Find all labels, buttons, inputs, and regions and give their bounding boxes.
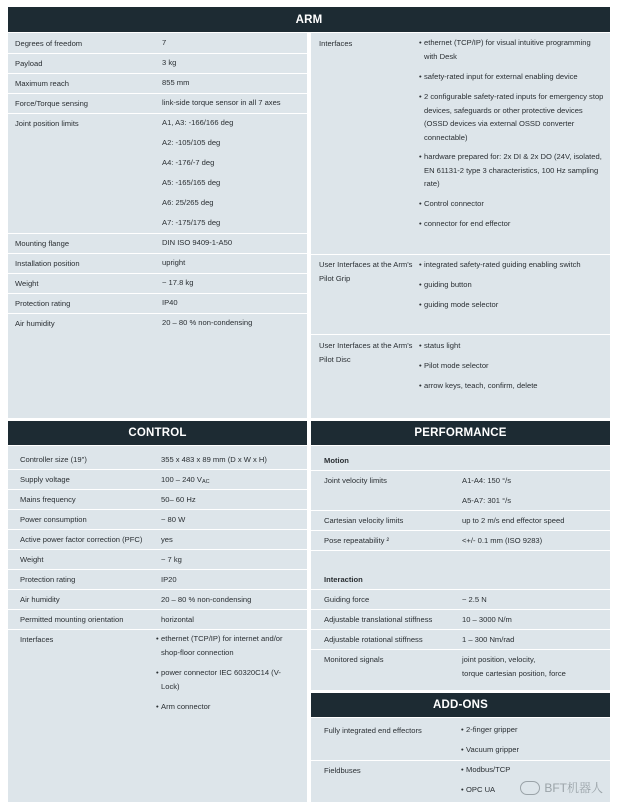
performance-title: PERFORMANCE <box>414 427 507 439</box>
end-effector-item-text: Vacuum gripper <box>466 745 520 754</box>
spec-value: upright <box>162 258 186 267</box>
bullet-icon: • <box>461 785 464 794</box>
row-divider <box>8 569 307 570</box>
bullet-icon: • <box>156 634 159 643</box>
interface-item <box>419 70 604 84</box>
control-spec-label: Supply voltage <box>20 475 70 484</box>
spec-label: Weight <box>15 279 39 288</box>
watermark-text: BFT机器人 <box>544 781 603 795</box>
bullet-icon: • <box>419 199 422 208</box>
interfaces-label: Interfaces <box>319 39 353 48</box>
interface-item-text: Control connector <box>424 199 484 208</box>
end-effectors-label: Fully integrated end effectors <box>324 726 422 735</box>
row-divider <box>8 113 307 114</box>
interaction-spec-value: torque cartesian position, force <box>462 669 566 678</box>
control-spec-value: 355 x 483 x 89 mm (D x W x H) <box>161 455 267 464</box>
spec-value: link-side torque sensor in all 7 axes <box>162 98 281 107</box>
spec-label: Installation position <box>15 259 80 268</box>
row-divider <box>311 629 610 630</box>
spec-value: DIN ISO 9409-1-A50 <box>162 238 233 247</box>
spec-value: A7: -175/175 deg <box>162 218 221 227</box>
row-divider <box>8 93 307 94</box>
spec-value: A4: -176/-7 deg <box>162 158 215 167</box>
spec-value: A6: 25/265 deg <box>162 198 214 207</box>
bullet-icon: • <box>156 668 159 677</box>
performance-panel <box>311 446 610 690</box>
row-divider <box>311 649 610 650</box>
arm-specs-panel <box>8 33 307 418</box>
bullet-icon: • <box>419 72 422 81</box>
control-header <box>8 421 307 445</box>
pilot-disc-item-text: Pilot mode selector <box>424 361 489 370</box>
interface-item <box>419 90 604 144</box>
control-spec-value: ~ 80 W <box>161 515 186 524</box>
row-divider <box>8 293 307 294</box>
fieldbus-item-text: OPC UA <box>466 785 496 794</box>
control-interface-item-text: ethernet (TCP/IP) for internet and/or shop-floor connection <box>161 634 283 657</box>
row-divider <box>8 273 307 274</box>
row-divider <box>311 334 610 335</box>
spec-label: Force/Torque sensing <box>15 99 89 108</box>
interface-item <box>419 36 604 63</box>
control-spec-label: Protection rating <box>20 575 76 584</box>
control-interface-item <box>156 666 287 693</box>
row-divider <box>311 760 610 761</box>
interface-item <box>419 150 604 191</box>
row-divider <box>8 469 307 470</box>
end-effector-item <box>461 723 596 737</box>
spec-value: IP40 <box>162 298 178 307</box>
control-spec-value <box>161 475 210 485</box>
control-spec-label: Active power factor correction (PFC) <box>20 535 143 544</box>
control-interface-item-text: Arm connector <box>161 702 211 711</box>
bullet-icon: • <box>419 341 422 350</box>
pilot-grip-label: User Interfaces at the Arm's Pilot Grip <box>319 260 413 283</box>
spec-value: ~ 17.8 kg <box>162 278 194 287</box>
control-interface-item <box>156 700 287 714</box>
interaction-spec-label: Monitored signals <box>324 655 384 664</box>
interface-item-text: safety-rated input for external enabling device <box>424 72 578 81</box>
bullet-icon: • <box>419 38 422 47</box>
control-spec-label: Permitted mounting orientation <box>20 615 124 624</box>
interaction-spec-value: ~ 2.5 N <box>462 595 487 604</box>
control-spec-label: Power consumption <box>20 515 87 524</box>
row-divider <box>311 589 610 590</box>
control-interface-item-text: power connector IEC 60320C14 (V-Lock) <box>161 668 281 691</box>
interaction-spec-label: Adjustable rotational stiffness <box>324 635 423 644</box>
fieldbus-item-text: Modbus/TCP <box>466 765 511 774</box>
spec-value: 20 – 80 % non-condensing <box>162 318 253 327</box>
pilot-disc-item <box>419 339 604 353</box>
pilot-grip-item-text: guiding mode selector <box>424 300 499 309</box>
addons-title: ADD-ONS <box>432 699 489 711</box>
control-spec-label: Controller size (19") <box>20 455 87 464</box>
motion-spec-label: Pose repeatability ² <box>324 536 390 545</box>
fieldbus-item <box>461 763 596 777</box>
interaction-spec-label: Guiding force <box>324 595 370 604</box>
spec-label: Joint position limits <box>15 119 79 128</box>
bullet-icon: • <box>156 702 159 711</box>
row-divider <box>311 470 610 471</box>
row-divider <box>311 254 610 255</box>
row-divider <box>8 589 307 590</box>
spec-value: 3 kg <box>162 58 177 67</box>
row-divider <box>8 253 307 254</box>
pilot-grip-item <box>419 258 604 272</box>
row-divider <box>8 233 307 234</box>
row-divider <box>311 530 610 531</box>
bullet-icon: • <box>419 300 422 309</box>
control-spec-label: Weight <box>20 555 44 564</box>
bullet-icon: • <box>461 765 464 774</box>
spec-value: 7 <box>162 38 167 47</box>
addons-header <box>311 693 610 717</box>
interface-item <box>419 217 604 231</box>
interface-item <box>419 197 604 211</box>
pilot-grip-item-text: guiding button <box>424 280 472 289</box>
pilot-grip-item <box>419 278 604 292</box>
pilot-grip-item-text: integrated safety-rated guiding enabling switch <box>424 260 581 269</box>
row-divider <box>311 550 610 551</box>
arm-title: ARM <box>295 13 323 26</box>
interface-item-text: 2 configurable safety-rated inputs for emergency stop devices, safeguards or other protective devices (OSSD devices via external OSSD converter connectable) <box>424 92 604 142</box>
interaction-spec-value: joint position, velocity, <box>462 655 536 664</box>
control-spec-value: IP20 <box>161 575 177 584</box>
spec-value: A5: -165/165 deg <box>162 178 221 187</box>
spec-label: Protection rating <box>15 299 71 308</box>
motion-spec-label: Cartesian velocity limits <box>324 516 404 525</box>
performance-header <box>311 421 610 445</box>
control-spec-value: horizontal <box>161 615 194 624</box>
row-divider <box>8 489 307 490</box>
fieldbuses-label: Fieldbuses <box>324 766 361 775</box>
bullet-icon: • <box>461 725 464 734</box>
interaction-spec-value: 10 – 3000 N/m <box>462 615 512 624</box>
watermark <box>520 779 603 796</box>
row-divider <box>8 549 307 550</box>
control-interface-item <box>156 632 287 659</box>
pilot-disc-item-text: status light <box>424 341 461 350</box>
row-divider <box>8 629 307 630</box>
bullet-icon: • <box>461 745 464 754</box>
interface-item-text: connector for end effector <box>424 219 511 228</box>
control-spec-value: yes <box>161 535 173 544</box>
spec-value: A1, A3: -166/166 deg <box>162 118 234 127</box>
spec-label: Air humidity <box>15 319 55 328</box>
control-spec-label: Air humidity <box>20 595 60 604</box>
supply-voltage-main: 100 – 240 V <box>161 475 202 484</box>
interaction-spec-label: Adjustable translational stiffness <box>324 615 433 624</box>
bullet-icon: • <box>419 280 422 289</box>
spec-label: Degrees of freedom <box>15 39 83 48</box>
control-specs-panel <box>8 446 307 802</box>
pilot-disc-item-text: arrow keys, teach, confirm, delete <box>424 381 538 390</box>
pilot-disc-item <box>419 379 604 393</box>
spec-label: Maximum reach <box>15 79 70 88</box>
motion-spec-value: A1-A4: 150 °/s <box>462 476 512 485</box>
spec-value: A2: -105/105 deg <box>162 138 221 147</box>
bullet-icon: • <box>419 260 422 269</box>
control-title: CONTROL <box>128 427 187 439</box>
control-spec-value: 20 – 80 % non-condensing <box>161 595 252 604</box>
pilot-disc-item <box>419 359 604 373</box>
bullet-icon: • <box>419 92 422 101</box>
row-divider <box>8 53 307 54</box>
row-divider <box>8 529 307 530</box>
interaction-spec-value: 1 – 300 Nm/rad <box>462 635 515 644</box>
motion-spec-value: <+/- 0.1 mm (ISO 9283) <box>462 536 543 545</box>
motion-spec-value: A5-A7: 301 °/s <box>462 496 512 505</box>
bullet-icon: • <box>419 219 422 228</box>
row-divider <box>311 609 610 610</box>
row-divider <box>8 509 307 510</box>
pilot-grip-item <box>419 298 604 312</box>
pilot-disc-label: User Interfaces at the Arm's Pilot Disc <box>319 341 413 364</box>
motion-label: Motion <box>324 456 349 465</box>
end-effector-item-text: 2-finger gripper <box>466 725 518 734</box>
motion-spec-value: up to 2 m/s end effector speed <box>462 516 565 525</box>
row-divider <box>8 73 307 74</box>
spec-value: 855 mm <box>162 78 190 87</box>
spec-label: Payload <box>15 59 43 68</box>
arm-interfaces-panel <box>311 33 610 418</box>
interface-item-text: hardware prepared for: 2x DI & 2x DO (24V, isolated, EN 61131-2 type 3 characteristics, 100 Hz sampling rate) <box>424 152 602 188</box>
row-divider <box>311 510 610 511</box>
row-divider <box>8 609 307 610</box>
control-interfaces-label: Interfaces <box>20 635 54 644</box>
interaction-label: Interaction <box>324 575 363 584</box>
bullet-icon: • <box>419 381 422 390</box>
arm-header <box>8 7 610 32</box>
bullet-icon: • <box>419 152 422 161</box>
interface-item-text: ethernet (TCP/IP) for visual intuitive programming with Desk <box>424 38 591 61</box>
motion-spec-label: Joint velocity limits <box>324 476 387 485</box>
spec-label: Mounting flange <box>15 239 70 248</box>
supply-voltage-sub: AC <box>201 479 210 485</box>
control-spec-label: Mains frequency <box>20 495 76 504</box>
control-spec-value: 50– 60 Hz <box>161 495 196 504</box>
end-effector-item <box>461 743 596 757</box>
row-divider <box>8 313 307 314</box>
bullet-icon: • <box>419 361 422 370</box>
control-spec-value: ~ 7 kg <box>161 555 182 564</box>
wechat-icon <box>520 781 540 795</box>
